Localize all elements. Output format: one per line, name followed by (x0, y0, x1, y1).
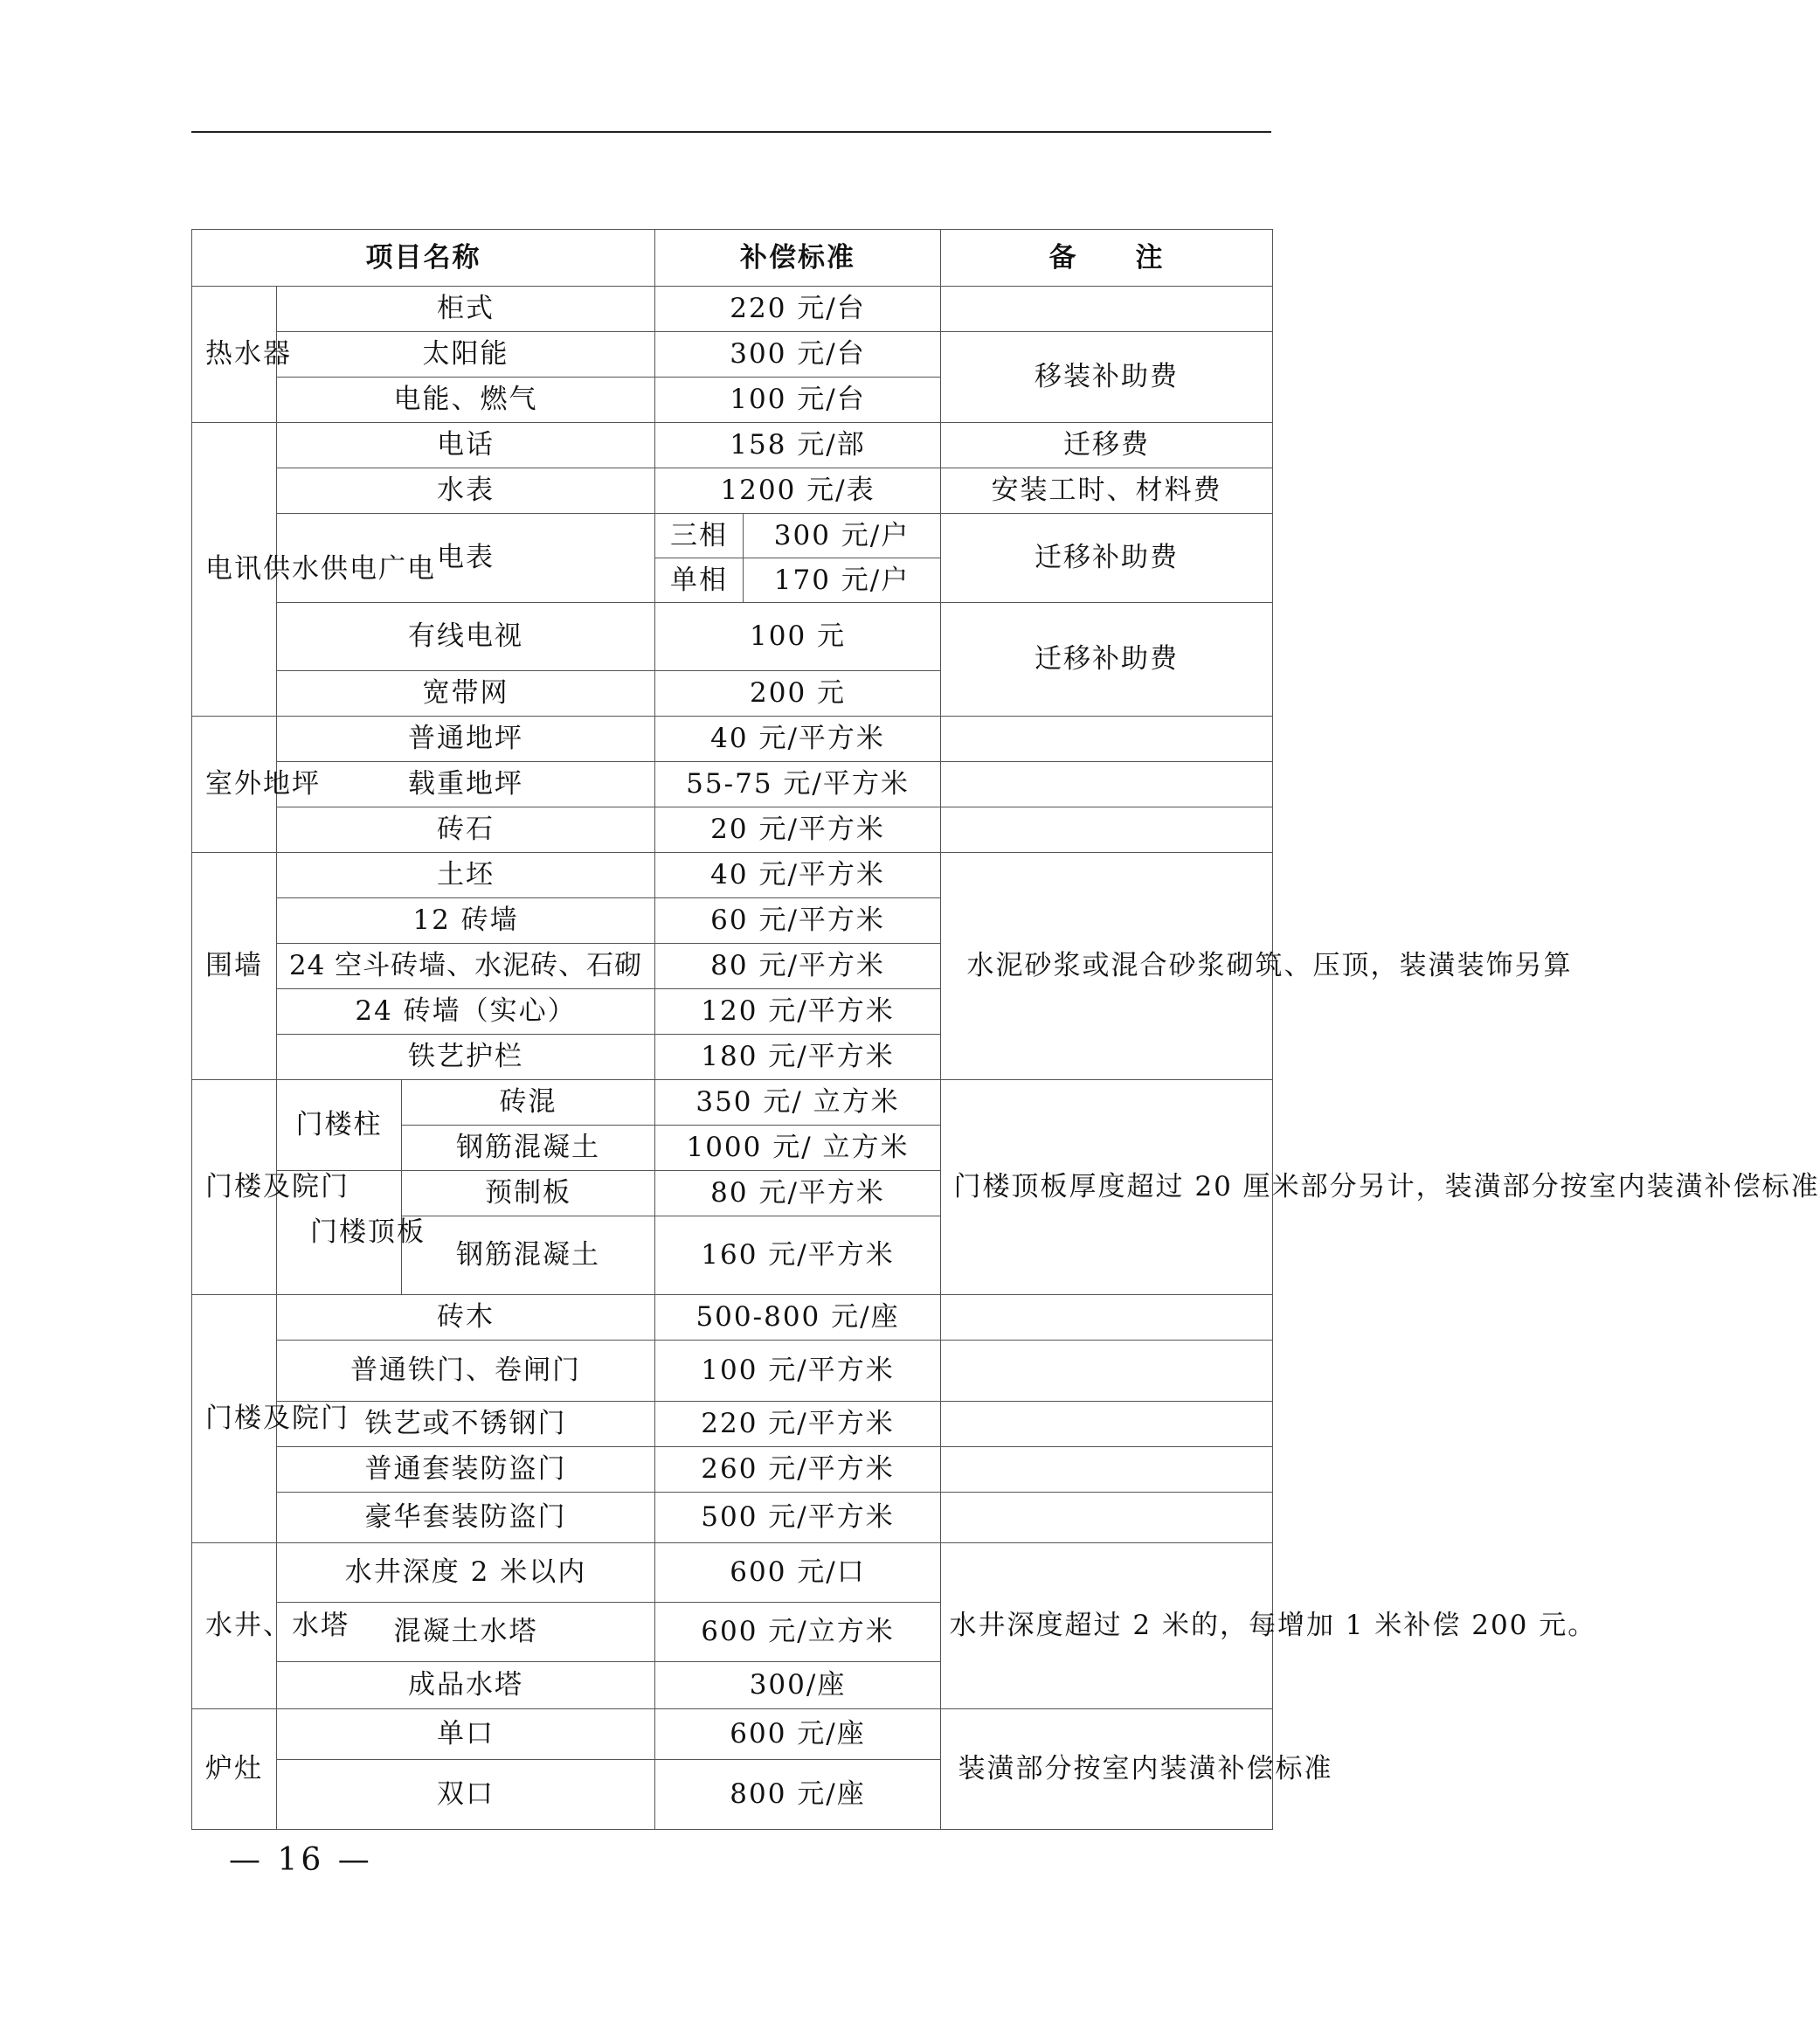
table-row (192, 1447, 1273, 1493)
item-name: 混凝土水塔 (277, 1603, 655, 1662)
item-price: 1000 元/ 立方米 (655, 1126, 941, 1171)
table-row (192, 1402, 1273, 1447)
table-header-row (192, 230, 1273, 287)
table-row (192, 423, 1273, 468)
item-name: 柜式 (277, 287, 655, 332)
item-price: 100 元 (655, 603, 941, 671)
compensation-table (191, 229, 1820, 1830)
item-name: 电表 (277, 514, 655, 603)
category-cell (192, 1543, 349, 1709)
item-price: 200 元 (655, 671, 941, 717)
item-name: 豪华套装防盗门 (277, 1493, 655, 1543)
category-label: 室外地坪 (205, 768, 321, 800)
table-row (192, 603, 1273, 671)
phase-label: 单相 (655, 558, 744, 603)
note-cell (941, 1402, 1273, 1447)
item-name: 宽带网 (277, 671, 655, 717)
item-price: 220 元/台 (655, 287, 941, 332)
note-text: 水井深度超过 2 米的，每增加 1 米补偿 200 元。 (949, 1610, 1597, 1642)
note-cell (941, 1341, 1273, 1402)
table-row (192, 1295, 1273, 1341)
item-name: 24 空斗砖墙、水泥砖、石砌 (277, 944, 655, 989)
item-name: 有线电视 (277, 603, 655, 671)
item-price: 100 元/台 (655, 378, 941, 423)
note-cell (941, 1295, 1273, 1341)
item-name: 单口 (277, 1709, 655, 1760)
note-cell: 移装补助费 (941, 332, 1273, 423)
item-name: 砖石 (277, 807, 655, 853)
table-row (192, 1493, 1273, 1543)
table-row (192, 332, 1273, 378)
item-price: 600 元/座 (655, 1709, 941, 1760)
item-price: 500-800 元/座 (655, 1295, 941, 1341)
note-cell (941, 287, 1273, 332)
header-rule (191, 131, 1271, 133)
header-note: 备 注 (941, 230, 1273, 287)
item-name: 24 砖墙（实心） (277, 989, 655, 1035)
item-name: 水井深度 2 米以内 (277, 1543, 655, 1603)
note-cell (941, 1080, 1820, 1295)
category-label: 门楼及院门 (205, 1403, 349, 1435)
category-cell (192, 287, 292, 423)
category-cell (192, 717, 321, 853)
page-number: — 16 — (229, 1842, 373, 1878)
note-cell (941, 1709, 1333, 1830)
table-row (192, 1080, 1273, 1126)
table-row (192, 468, 1273, 514)
item-name: 12 砖墙 (277, 898, 655, 944)
category-cell: 围墙 (192, 853, 277, 1080)
phase-label: 三相 (655, 514, 744, 558)
item-name: 普通铁门、卷闸门 (277, 1341, 655, 1402)
category-cell (192, 1295, 349, 1543)
item-price: 800 元/座 (655, 1760, 941, 1830)
table-row (192, 1341, 1273, 1402)
item-price: 180 元/平方米 (655, 1035, 941, 1080)
table-row (192, 807, 1273, 853)
sub-category-cell: 门楼柱 (277, 1080, 402, 1171)
item-name: 预制板 (402, 1171, 655, 1216)
header-standard: 补偿标准 (655, 230, 941, 287)
item-name: 铁艺或不锈钢门 (277, 1402, 655, 1447)
note-text: 门楼顶板厚度超过 20 厘米部分另计，装潢部分按室内装潢补偿标准 (953, 1171, 1820, 1203)
item-name: 普通套装防盗门 (277, 1447, 655, 1493)
item-price: 300 元/台 (655, 332, 941, 378)
note-cell: 迁移补助费 (941, 514, 1273, 603)
item-price: 20 元/平方米 (655, 807, 941, 853)
item-price: 600 元/立方米 (655, 1603, 941, 1662)
item-name: 砖木 (277, 1295, 655, 1341)
item-price: 220 元/平方米 (655, 1402, 941, 1447)
item-price: 300/座 (655, 1662, 941, 1709)
item-price: 120 元/平方米 (655, 989, 941, 1035)
note-cell (941, 762, 1273, 807)
item-price: 600 元/口 (655, 1543, 941, 1603)
item-price: 1200 元/表 (655, 468, 941, 514)
item-name: 普通地坪 (277, 717, 655, 762)
item-price: 300 元/户 (744, 514, 941, 558)
note-cell: 迁移费 (941, 423, 1273, 468)
item-price: 170 元/户 (744, 558, 941, 603)
category-cell (192, 423, 436, 717)
note-cell (941, 1543, 1597, 1709)
note-cell (941, 807, 1273, 853)
item-price: 55-75 元/平方米 (655, 762, 941, 807)
sub-category-label: 门楼顶板 (310, 1216, 426, 1249)
category-label: 电讯供水供电广电 (205, 553, 436, 585)
item-price: 60 元/平方米 (655, 898, 941, 944)
note-text: 装潢部分按室内装潢补偿标准 (958, 1753, 1333, 1785)
note-cell (941, 853, 1573, 1080)
note-cell: 迁移补助费 (941, 603, 1273, 717)
header-item-name: 项目名称 (192, 230, 655, 287)
item-price: 158 元/部 (655, 423, 941, 468)
item-price: 160 元/平方米 (655, 1216, 941, 1295)
item-price: 80 元/平方米 (655, 1171, 941, 1216)
table-row (192, 287, 1273, 332)
category-label: 水井、水塔 (205, 1610, 349, 1642)
item-name: 太阳能 (277, 332, 655, 378)
item-name: 砖混 (402, 1080, 655, 1126)
item-price: 350 元/ 立方米 (655, 1080, 941, 1126)
category-cell: 炉灶 (192, 1709, 277, 1830)
item-price: 40 元/平方米 (655, 853, 941, 898)
note-text: 水泥砂浆或混合砂浆砌筑、压顶，装潢装饰另算 (966, 950, 1573, 982)
item-name: 电话 (277, 423, 655, 468)
table-row (192, 514, 1273, 558)
item-name: 电能、燃气 (277, 378, 655, 423)
table-row (192, 717, 1273, 762)
item-price: 40 元/平方米 (655, 717, 941, 762)
table-row (192, 762, 1273, 807)
note-cell (941, 717, 1273, 762)
table-row (192, 1709, 1273, 1760)
item-price: 80 元/平方米 (655, 944, 941, 989)
category-label: 门楼及院门 (205, 1171, 349, 1203)
item-name: 载重地坪 (277, 762, 655, 807)
item-name: 铁艺护栏 (277, 1035, 655, 1080)
note-cell (941, 1493, 1273, 1543)
item-price: 100 元/平方米 (655, 1341, 941, 1402)
item-name: 双口 (277, 1760, 655, 1830)
item-name: 钢筋混凝土 (402, 1216, 655, 1295)
item-name: 土坯 (277, 853, 655, 898)
note-cell (941, 1447, 1273, 1493)
table-row (192, 1543, 1273, 1603)
category-label: 热水器 (205, 338, 292, 371)
item-name: 水表 (277, 468, 655, 514)
item-price: 260 元/平方米 (655, 1447, 941, 1493)
item-name: 钢筋混凝土 (402, 1126, 655, 1171)
item-name: 成品水塔 (277, 1662, 655, 1709)
table-row (192, 853, 1273, 898)
item-price: 500 元/平方米 (655, 1493, 941, 1543)
note-cell: 安装工时、材料费 (941, 468, 1273, 514)
